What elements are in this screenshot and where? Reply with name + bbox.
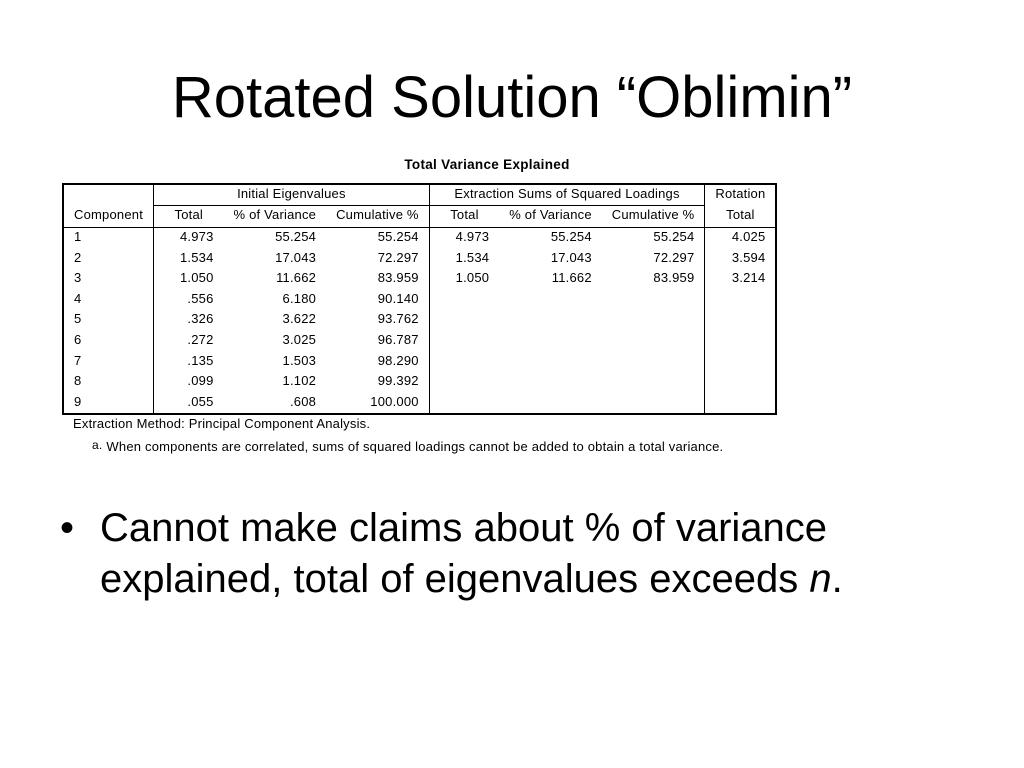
table-row	[63, 331, 776, 352]
table-cell	[705, 393, 777, 415]
component-cell: 8	[63, 372, 154, 393]
table-cell: 3.025	[282, 331, 317, 347]
col-header-initial-cum: Cumulative %	[326, 206, 429, 228]
table-cell	[429, 352, 499, 373]
table-cell: 17.043	[275, 249, 317, 265]
table-row	[63, 249, 776, 270]
table-cell	[429, 331, 499, 352]
table-cell: .326	[187, 311, 214, 327]
table-cell: 83.959	[602, 269, 705, 290]
table-cell: 17.043	[550, 249, 592, 265]
table-cell	[429, 290, 499, 311]
group-header-rotation: Rotation	[705, 184, 777, 206]
table-cell: 1.102	[282, 373, 317, 389]
table-cell: 96.787	[326, 331, 429, 352]
table-cell	[429, 310, 499, 331]
col-header-extraction-pct: % of Variance	[499, 206, 602, 228]
table-cell: 72.297	[326, 249, 429, 270]
table-cell	[429, 393, 499, 415]
footnote-note	[92, 438, 723, 454]
table-cell: 3.594	[705, 249, 777, 270]
col-header-initial-total: Total	[154, 206, 224, 228]
table-cell: 1.534	[455, 249, 490, 265]
component-cell: 1	[63, 228, 154, 249]
component-cell: 4	[63, 290, 154, 311]
component-cell: 5	[63, 310, 154, 331]
table-cell: 99.392	[326, 372, 429, 393]
table-cell: .135	[187, 352, 214, 368]
component-cell: 3	[63, 269, 154, 290]
table-cell: .608	[224, 393, 327, 415]
col-header-component: Component	[63, 206, 154, 228]
table-cell: 55.254	[602, 228, 705, 249]
table-cell: .099	[187, 373, 214, 389]
table-cell: 1.050	[179, 270, 214, 286]
bullet-list	[58, 503, 988, 605]
table-cell: 1.534	[179, 249, 214, 265]
table-cell: 55.254	[326, 228, 429, 249]
table-cell	[705, 290, 777, 311]
table-cell	[429, 372, 499, 393]
table-row	[63, 269, 776, 290]
table-cell: 83.959	[326, 269, 429, 290]
footnote-text: When components are correlated, sums of squared loadings cannot be added to obtain a total variance.	[106, 439, 724, 454]
table-row	[63, 228, 776, 249]
table-cell	[499, 393, 602, 415]
table-cell	[602, 372, 705, 393]
table-cell: .272	[187, 331, 214, 347]
table-cell: 6.180	[282, 290, 317, 306]
table-cell	[705, 331, 777, 352]
bullet-marker: •	[60, 506, 75, 550]
table-cell	[602, 331, 705, 352]
group-header-extraction: Extraction Sums of Squared Loadings	[429, 184, 705, 206]
table-column-header-row	[63, 206, 776, 228]
table-cell: 98.290	[326, 352, 429, 373]
table-row	[63, 290, 776, 311]
table-cell: 3.214	[705, 269, 777, 290]
table-cell: 4.973	[455, 229, 490, 244]
table-cell: 11.662	[276, 270, 317, 286]
component-cell: 9	[63, 393, 154, 415]
table-cell	[705, 352, 777, 373]
table-cell	[602, 290, 705, 311]
slide-title: Rotated Solution “Oblimin”	[171, 65, 853, 130]
table-row	[63, 393, 776, 415]
table-cell	[602, 352, 705, 373]
table-cell: .556	[187, 290, 214, 306]
table-cell: 100.000	[326, 393, 429, 415]
component-cell: 6	[63, 331, 154, 352]
variance-table	[62, 183, 777, 415]
table-row	[63, 372, 776, 393]
table-cell	[499, 290, 602, 311]
table-cell: .055	[154, 393, 224, 415]
footnote-method: Extraction Method: Principal Component Analysis.	[73, 416, 371, 431]
table-cell: 72.297	[602, 249, 705, 270]
table-cell: 1.503	[282, 352, 317, 368]
table-row	[63, 352, 776, 373]
table-cell: 90.140	[326, 290, 429, 311]
col-header-extraction-total: Total	[429, 206, 499, 228]
table-row	[63, 310, 776, 331]
table-cell: 4.973	[179, 229, 214, 244]
table-cell	[602, 310, 705, 331]
footnote-marker: a.	[92, 438, 103, 452]
table-cell: 55.254	[550, 229, 592, 244]
component-cell: 2	[63, 249, 154, 270]
table-cell	[499, 331, 602, 352]
table-cell	[705, 372, 777, 393]
table-cell	[602, 393, 705, 415]
table-cell	[499, 352, 602, 373]
table-caption: Total Variance Explained	[404, 157, 570, 172]
bullet-item	[58, 503, 988, 605]
table-cell: 11.662	[551, 270, 592, 286]
header-empty-cell	[63, 184, 154, 206]
bullet-text: Cannot make claims about % of variance explained, total of eigenvalues exceeds	[100, 506, 828, 601]
table-body	[63, 228, 776, 415]
table-cell	[499, 372, 602, 393]
col-header-initial-pct: % of Variance	[224, 206, 327, 228]
group-header-initial: Initial Eigenvalues	[154, 184, 430, 206]
table-group-header-row	[63, 184, 776, 206]
table-cell: 55.254	[275, 229, 317, 244]
bullet-period: .	[831, 557, 843, 601]
table-cell	[705, 310, 777, 331]
bullet-italic-n: n	[809, 557, 832, 601]
table-cell	[499, 310, 602, 331]
col-header-rotation-total: Total	[705, 206, 777, 228]
table-cell: 93.762	[326, 310, 429, 331]
table-cell: 3.622	[282, 311, 317, 327]
col-header-extraction-cum: Cumulative %	[602, 206, 705, 228]
component-cell: 7	[63, 352, 154, 373]
table-cell: 4.025	[705, 228, 777, 249]
table-cell: 1.050	[455, 270, 490, 286]
